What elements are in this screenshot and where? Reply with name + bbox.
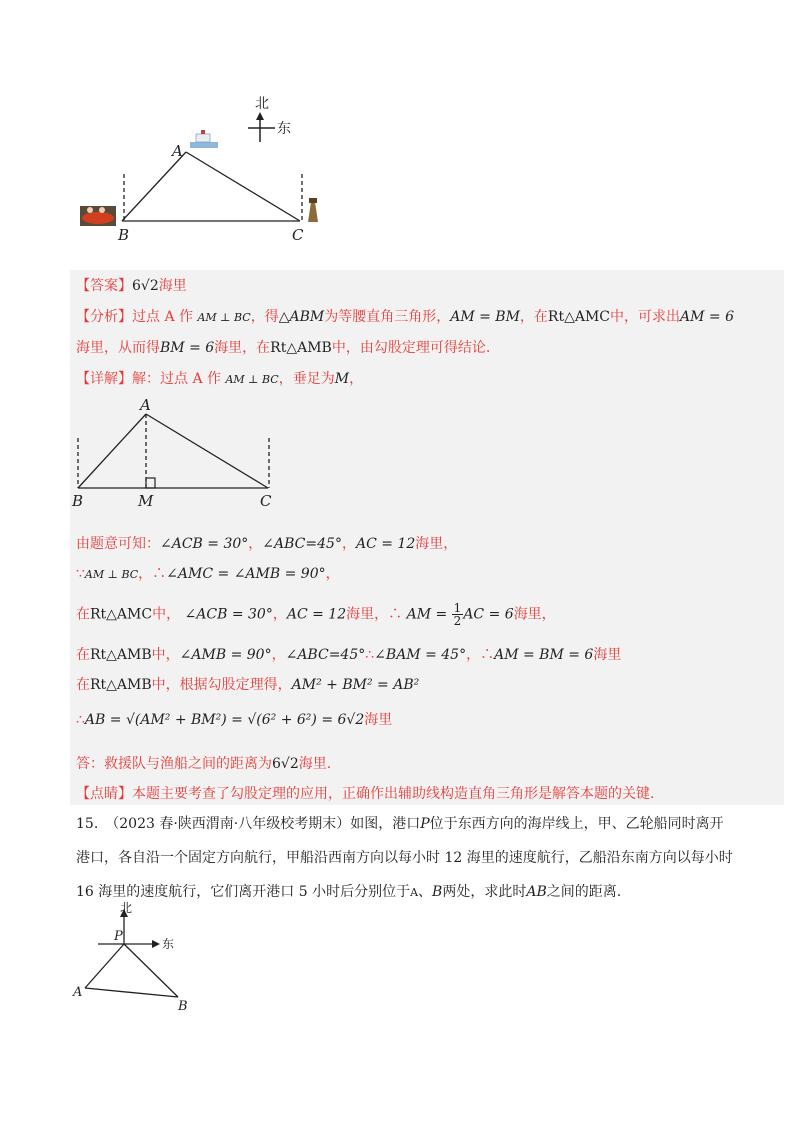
- math-expr: AM = 6: [680, 309, 734, 325]
- step-text: 答：救援队与渔船之间的距离为: [76, 756, 272, 772]
- fraction-half: [452, 602, 464, 627]
- figure-ship-triangle: [70, 90, 350, 250]
- answer-line: [76, 276, 187, 296]
- question-text: 、: [418, 884, 433, 900]
- step-5: [76, 675, 419, 695]
- rescue-boat-icon: [80, 206, 116, 226]
- math-expr: AB: [526, 884, 547, 900]
- math-expr: AB = √(AM² + BM²) = √(6² + 6²) = 6√2: [84, 712, 365, 728]
- math-expr: BM = 6: [160, 340, 215, 356]
- point-a-label: A: [73, 985, 83, 1000]
- step-text: ∵: [76, 566, 85, 582]
- step-text: 中，根据勾股定理得，: [151, 677, 292, 693]
- math-expr: A: [410, 886, 419, 899]
- answer-unit: 海里: [158, 278, 187, 294]
- north-label: 北: [255, 96, 269, 112]
- math-expr: 6√2: [272, 756, 299, 772]
- question-text: 之间的距离.: [546, 884, 622, 900]
- step-text: 海里.: [298, 756, 332, 772]
- step-text: 中，: [151, 647, 180, 663]
- math-expr: ∠AMC = ∠AMB = 90°: [166, 566, 326, 582]
- detail-text: 解：过点 A 作: [132, 371, 222, 387]
- step-1: [76, 534, 457, 554]
- analysis-text: 中，由勾股定理可得结论.: [331, 340, 491, 356]
- math-expr: Rt△AMB: [90, 677, 152, 693]
- analysis-tag: 【分析】: [76, 309, 132, 325]
- detail-line: [76, 369, 363, 390]
- vertex-a-label: A: [140, 396, 151, 414]
- math-expr: Rt△AMC: [547, 309, 611, 325]
- north-label: 北: [120, 901, 133, 915]
- step-2: [76, 564, 340, 585]
- math-expr: AM ⊥ BC: [225, 373, 279, 386]
- step-4: [76, 645, 621, 665]
- analysis-text: ，得: [250, 309, 279, 325]
- fraction-numerator: 1: [453, 601, 462, 615]
- step-text: ，: [325, 566, 340, 582]
- step-text: ，: [248, 536, 263, 552]
- question-text: 16 海里的速度航行，它们离开港口 5 小时后分别位于: [76, 884, 411, 900]
- math-expr: M: [334, 371, 350, 387]
- math-expr: △ABM: [278, 309, 325, 325]
- math-expr: P: [420, 816, 430, 832]
- question-text: 两处，求此时: [442, 884, 527, 900]
- math-expr: ∠AMB = 90°: [179, 647, 272, 663]
- analysis-text: 海里，从而得: [76, 340, 160, 356]
- math-expr: AM = BM: [450, 309, 520, 325]
- vertex-b-label: B: [118, 226, 130, 244]
- math-expr: Rt△AMB: [90, 647, 152, 663]
- math-expr: AC = 12: [355, 536, 416, 552]
- point-text: 本题主要考查了勾股定理的应用，正确作出辅助线构造直角三角形是解答本题的关键.: [132, 786, 655, 802]
- math-expr: AM =: [406, 606, 448, 623]
- analysis-text: 过点 A 作: [132, 309, 194, 325]
- question-15-line-2: [76, 848, 733, 868]
- vertex-a-label: A: [172, 142, 183, 160]
- math-expr: AM = BM = 6: [494, 647, 594, 663]
- math-expr: ∠BAM = 45°: [374, 647, 467, 663]
- figure-triangle-altitude: [70, 392, 290, 512]
- step-text: 海里: [593, 647, 622, 663]
- math-expr: B: [432, 884, 443, 900]
- step-text: 海里，: [415, 536, 458, 552]
- step-7: [76, 754, 331, 774]
- answer-value: 6√2: [132, 278, 159, 294]
- analysis-line-1: [76, 307, 734, 328]
- step-3: [76, 602, 556, 627]
- step-text: ，∴: [138, 566, 167, 582]
- math-expr: ∠ABC=45°: [285, 647, 366, 663]
- lighthouse-icon: [308, 198, 318, 222]
- math-expr: ∠ACB = 30°: [184, 606, 273, 623]
- math-expr: AC = 12: [286, 606, 347, 623]
- step-text: ，∴: [466, 647, 495, 663]
- vertex-c-label: C: [292, 226, 304, 244]
- analysis-text: 为等腰直角三角形，: [324, 309, 451, 325]
- math-expr: Rt△AMC: [90, 606, 153, 623]
- analysis-text: 海里，在: [214, 340, 271, 356]
- analysis-text: 中，可求出: [610, 309, 681, 325]
- step-text: ，: [272, 606, 287, 623]
- east-label: 东: [162, 937, 175, 951]
- point-tag: 【点睛】: [76, 786, 132, 802]
- step-text: 在: [76, 606, 90, 623]
- step-text: ，: [341, 536, 356, 552]
- step-6: [76, 710, 392, 730]
- math-expr: AM² + BM² = AB²: [291, 677, 420, 693]
- math-expr: ∠ABC=45°: [262, 536, 342, 552]
- fraction-denominator: 2: [453, 614, 462, 628]
- detail-text: ，: [349, 371, 364, 387]
- step-text: 海里: [364, 712, 393, 728]
- vertex-c-label: C: [260, 492, 272, 510]
- step-text: ∴: [365, 647, 375, 663]
- step-text: 海里，∴: [346, 606, 403, 623]
- figure-port-ships: [68, 900, 218, 1015]
- point-b-label: B: [178, 999, 188, 1014]
- question-text: 港口，各自沿一个固定方向航行，甲船沿西南方向以每小时 12 海里的速度航行，乙船沿东南方向以每小时: [76, 850, 733, 866]
- port-p-label: P: [114, 929, 123, 944]
- question-text: 位于东西方向的海岸线上，甲、乙轮船同时离开: [429, 816, 724, 832]
- east-label: 东: [277, 121, 291, 137]
- math-expr: AM ⊥ BC: [197, 311, 251, 324]
- answer-tag: 【答案】: [76, 278, 132, 294]
- vertex-b-label: B: [72, 492, 84, 510]
- math-expr: Rt△AMB: [270, 340, 332, 356]
- math-expr: AC = 6: [463, 606, 514, 623]
- step-text: ，: [271, 647, 286, 663]
- question-15-line-1: [76, 814, 724, 834]
- question-text: 15. （2023 春·陕西渭南·八年级校考期末）如图，港口: [76, 816, 421, 832]
- step-text: 在: [76, 677, 90, 693]
- detail-tag: 【详解】: [76, 371, 132, 387]
- math-expr: ∠ACB = 30°: [160, 536, 249, 552]
- step-text: 海里，: [513, 606, 556, 623]
- vertex-m-label: M: [138, 492, 154, 510]
- step-text: 在: [76, 647, 90, 663]
- math-expr: AM ⊥ BC: [84, 568, 139, 581]
- ship-icon: [190, 130, 218, 148]
- analysis-text: ，在: [519, 309, 548, 325]
- step-text: 中，: [152, 606, 181, 623]
- step-text: ∴: [76, 712, 85, 728]
- analysis-line-2: [76, 338, 490, 358]
- step-text: 由题意可知：: [76, 536, 160, 552]
- detail-text: ，垂足为: [278, 371, 335, 387]
- point-line: [76, 784, 654, 804]
